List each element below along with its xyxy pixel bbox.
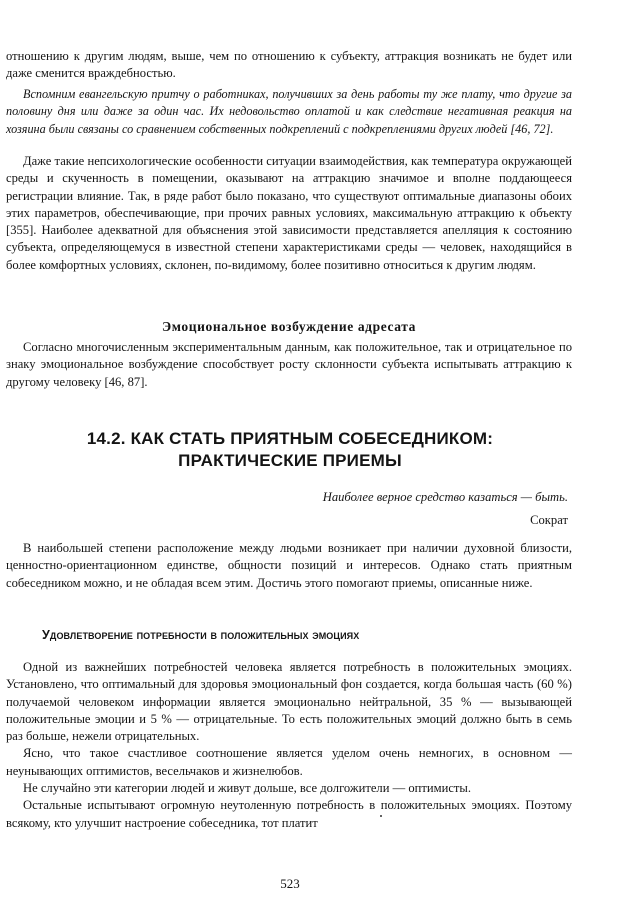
paragraph: Одной из важнейших потребностей человека является потребность в положительных эмоциях. Установлено, что оптимальный для здоровья эмоциональный фон создается, когда большая часть (60 %) получаемой человеком информации является эмоционально нейтральной, 35 % — вызывающей положительные эмоции и 5 % — отрицательные. То есть положительных эмоций должно быть в семь раз больше, нежели отрицательных. — [6, 660, 572, 744]
paragraph-arousal — [6, 339, 572, 391]
paragraph: Согласно многочисленным экспериментальным данным, как положительное, так и отрицательное по знаку эмоциональное возбуждение способствует росту склонности субъекта испытывать аттракцию к другому человеку [46, 87]. — [6, 340, 572, 389]
paragraph: Ясно, что такое счастливое соотношение является уделом очень немногих, в основном — неунывающих оптимистов, весельчаков и жизнелюбов. — [6, 746, 572, 778]
epigraph-quote: Наиболее верное средство казаться — быть. — [322, 490, 568, 504]
subheading-positive-emotions: Удовлетворение потребности в положительных эмоциях — [42, 628, 360, 642]
subheading-emotional-arousal: Эмоциональное возбуждение адресата — [162, 319, 416, 334]
paragraph: Остальные испытывают огромную неутоленную потребность в положительных эмоциях. Поэтому всякому, кто улучшит настроение собеседника, тот платит — [6, 798, 572, 830]
section-title — [40, 428, 540, 472]
paragraph-parable — [6, 86, 572, 138]
paragraphs-positive-emotions — [6, 659, 572, 832]
scan-speck — [380, 815, 382, 817]
paragraph: Даже такие непсихологические особенности ситуации взаимодействия, как температура окружающей среды и скученность в помещении, оказывают на аттракцию значимое и вполне поддающееся регистрации влияние. Так, в ряде работ было показано, что существуют оптимальные диапазоны обоих этих параметров, обеспечивающие, при прочих равных условиях, максимальную аттракцию к объекту [355]. Наиболее адекватной для объяснения этой зависимости представляется апелляция к состоянию субъекта, определяющемуся в известной степени характеристиками среды — человек, находящийся в более комфортных условиях, склонен, по-видимому, более позитивно относиться к другим людям. — [6, 154, 572, 272]
paragraph: В наибольшей степени расположение между людьми возникает при наличии духовной близости, ценностно-ориентационном единстве, общности позиций и интересов. Однако стать приятным собеседником можно, и не обладая всем этим. Достичь этого помогают приемы, описанные ниже. — [6, 541, 572, 590]
section-title-line-1: 14.2. КАК СТАТЬ ПРИЯТНЫМ СОБЕСЕДНИКОМ: — [86, 429, 494, 448]
paragraph: Вспомним евангельскую притчу о работниках, получивших за день работы ту же плату, что другие за половину дня или даже за один час. Их недовольство оплатой и как следствие негативная реакция на хозяина были связаны со сравнением собственных подкреплений с подкреплениями других людей [46, 72]. — [6, 87, 572, 136]
epigraph-author: Сократ — [530, 513, 568, 527]
paragraph: отношению к другим людям, выше, чем по отношению к субъекту, аттракция возникать не будет или даже сменится враждебностью. — [6, 49, 572, 81]
paragraph-environment — [6, 153, 572, 274]
section-title-line-2: ПРАКТИЧЕСКИЕ ПРИЕМЫ — [178, 451, 402, 470]
paragraph-continuation — [6, 48, 572, 83]
paragraph-intro — [6, 540, 572, 592]
page-number: 523 — [280, 876, 300, 891]
paragraph: Не случайно эти категории людей и живут дольше, все долгожители — оптимисты. — [23, 781, 472, 796]
